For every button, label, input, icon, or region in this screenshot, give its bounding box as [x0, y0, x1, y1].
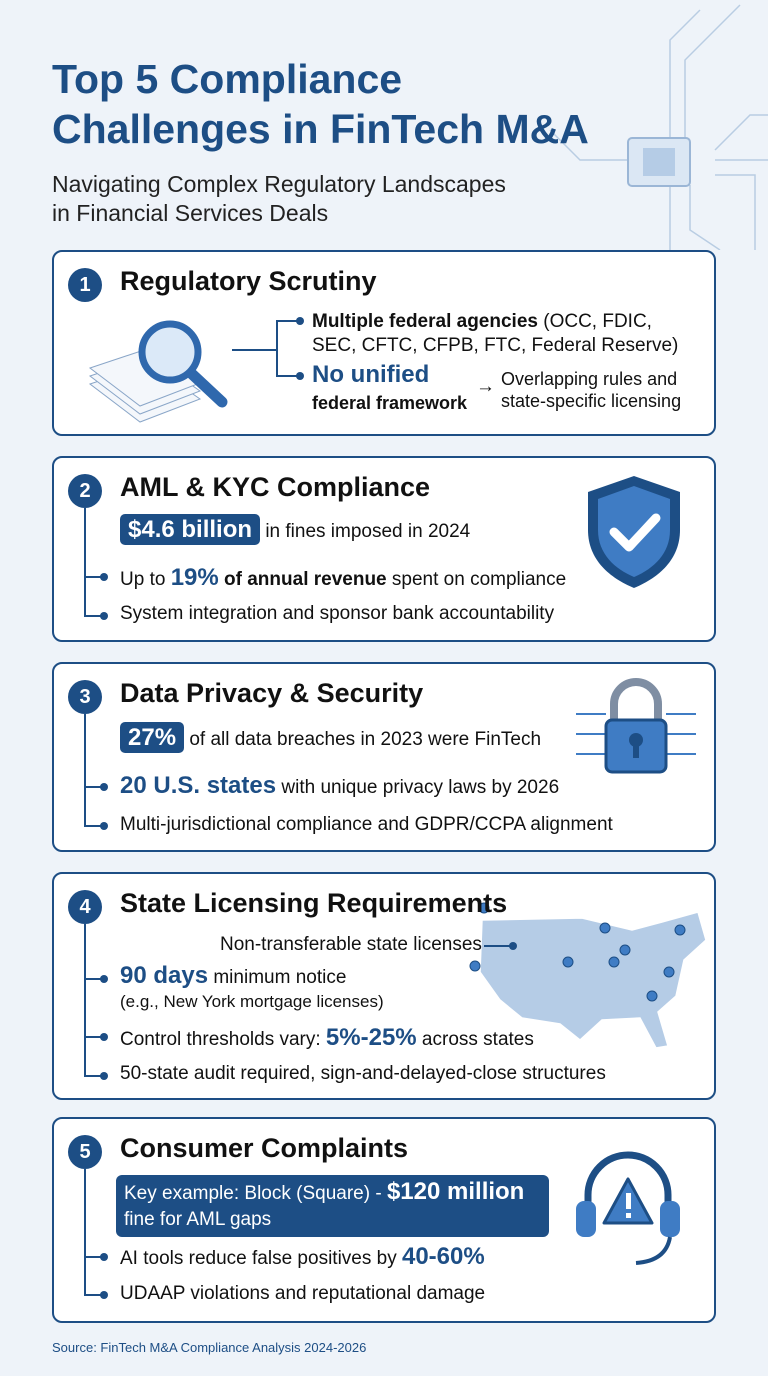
bullet-integration: System integration and sponsor bank accountability — [120, 603, 555, 624]
bullet-privacy-laws: 20 U.S. states with unique privacy laws by 2026 — [120, 772, 560, 799]
challenge-card-5 — [52, 1117, 716, 1323]
bullet-federal-agencies: Multiple federal agencies (OCC, FDIC, SEC, CFTC, CFPB, FTC, Federal Reserve) — [312, 311, 679, 356]
number-badge: 4 — [68, 890, 102, 924]
bullet-no-unified-framework: No unified federal framework — [312, 361, 468, 413]
card-title: Data Privacy & Security — [120, 678, 424, 708]
number-badge: 5 — [68, 1135, 102, 1169]
challenge-card-3 — [52, 662, 716, 852]
number-badge: 3 — [68, 680, 102, 714]
source-note: Source: FinTech M&A Compliance Analysis 2024-2026 — [52, 1340, 367, 1355]
headset-warning-icon — [570, 1139, 686, 1269]
challenge-card-2 — [52, 456, 716, 642]
card-title: AML & KYC Compliance — [120, 472, 431, 502]
bullet-revenue: Up to 19% of annual revenue spent on compliance — [120, 564, 567, 591]
card-title: Consumer Complaints — [120, 1133, 409, 1163]
page-subtitle: Navigating Complex Regulatory Landscapes in Financial Services Deals — [52, 171, 506, 226]
padlock-icon — [566, 674, 706, 784]
shield-check-icon — [582, 472, 686, 592]
key-example-box: Key example: Block (Square) - $120 million fine for AML gaps — [116, 1175, 549, 1237]
breach-stat: 27% of all data breaches in 2023 were FinTech — [120, 724, 541, 752]
bullet-ai-tools: AI tools reduce false positives by 40-60% — [120, 1243, 485, 1270]
bullet-audit: 50-state audit required, sign-and-delayed-close structures — [120, 1063, 606, 1084]
challenge-card-1 — [52, 250, 716, 436]
magnifier-documents-icon — [80, 314, 240, 424]
bullet-notice: 90 days minimum notice (e.g., New York mortgage licenses) — [120, 962, 384, 1011]
bullet-note: Overlapping rules and state-specific licensing — [501, 369, 682, 411]
page-title: Top 5 Compliance Challenges in FinTech M&A — [52, 56, 589, 152]
bullet-udaap: UDAAP violations and reputational damage — [120, 1283, 486, 1304]
arrow-icon: → — [476, 376, 495, 397]
fines-stat: $4.6 billion in fines imposed in 2024 — [120, 516, 470, 544]
map-label: Non-transferable state licenses — [220, 934, 482, 955]
card-title: State Licensing Requirements — [120, 888, 508, 918]
bullet-thresholds: Control thresholds vary: 5%-25% across states — [120, 1024, 534, 1051]
number-badge: 2 — [68, 474, 102, 508]
challenge-card-4 — [52, 872, 716, 1100]
number-badge: 1 — [68, 268, 102, 302]
bullet-multi-jurisdiction: Multi-jurisdictional compliance and GDPR/CCPA alignment — [120, 814, 613, 835]
card-title: Regulatory Scrutiny — [120, 266, 377, 296]
